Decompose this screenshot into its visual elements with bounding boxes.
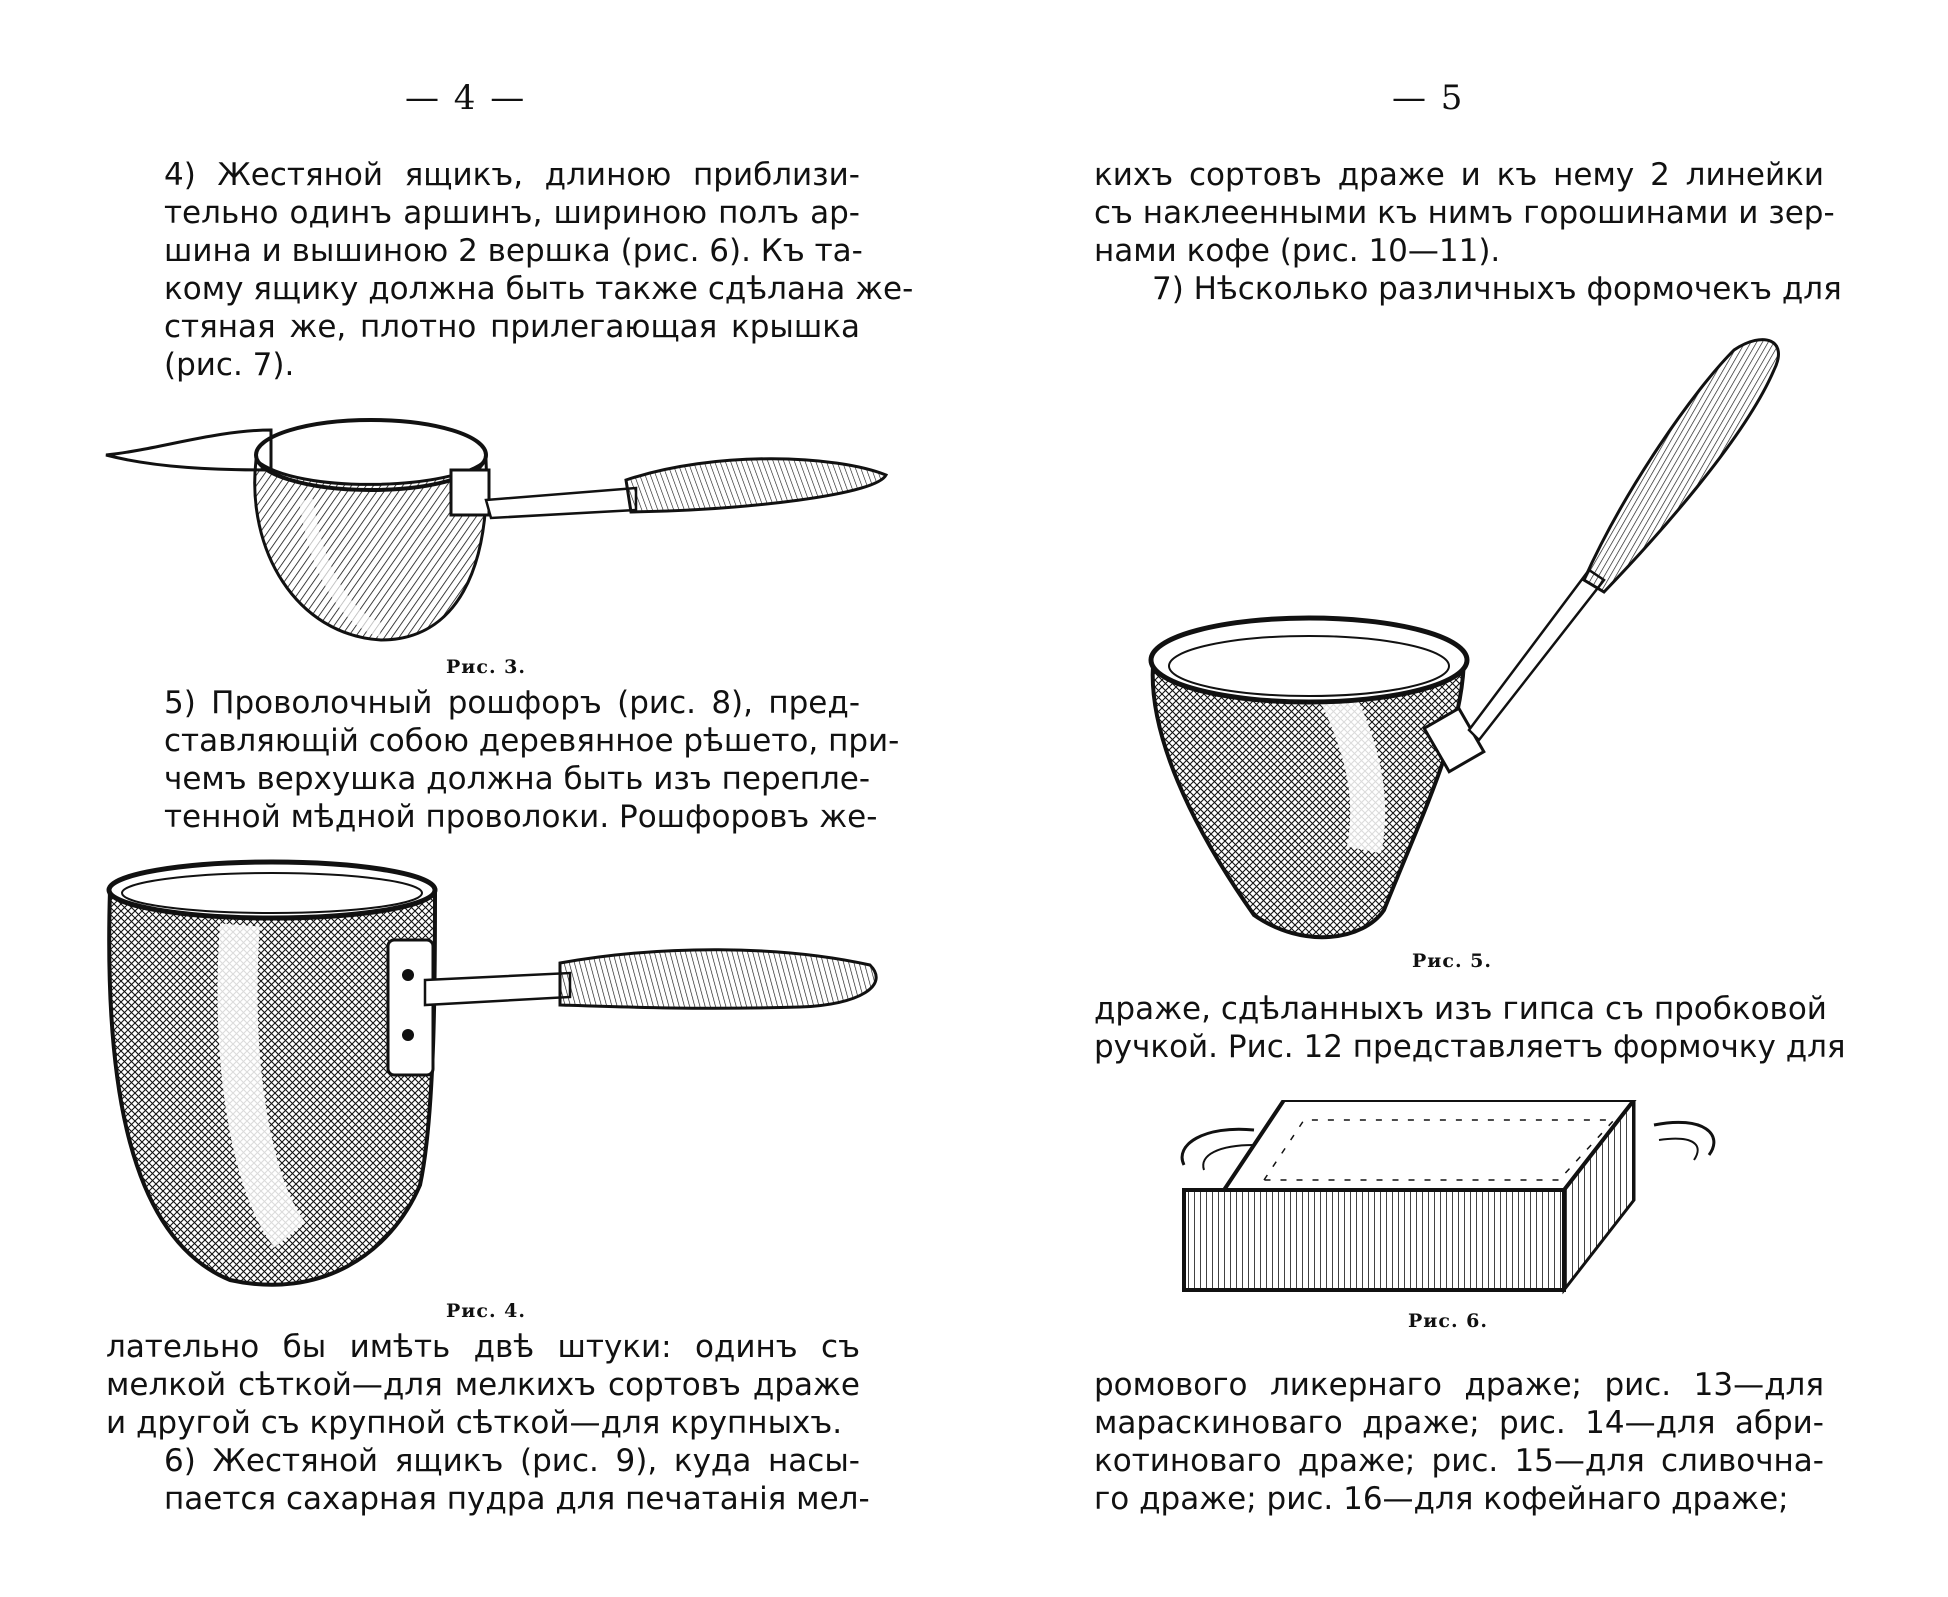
text-line: го драже; рис. 16—для кофейнаго драже; [1094, 1481, 1789, 1517]
paragraph-5-continued [106, 1328, 860, 1442]
text-line: ромового ликернаго драже; рис. 13—для [1094, 1367, 1824, 1403]
paragraph-6 [106, 1442, 870, 1518]
text-line: (рис. 7). [164, 347, 295, 383]
figure-4-caption: Рис. 4. [446, 1300, 527, 1322]
page-number-right: — 5 [1392, 78, 1465, 118]
text-line: котиноваго драже; рис. 15—для сливочна- [1094, 1443, 1824, 1479]
paragraph-7-end [1094, 1366, 1824, 1518]
page-number-left: — 4 — [405, 78, 527, 118]
text-line: 6) Жестяной ящикъ (рис. 9), куда насы- [164, 1443, 860, 1479]
paragraph-6-continued [1094, 156, 1835, 270]
figure-5-caption: Рис. 5. [1412, 950, 1493, 972]
figure-6-tin-box [1164, 1100, 1744, 1300]
text-line: тенной мѣдной проволоки. Рошфоровъ же- [164, 799, 878, 835]
text-line: ставляющій собою деревянное рѣшето, при- [164, 723, 900, 759]
right-page [974, 0, 1948, 1597]
paragraph-7 [1094, 270, 1842, 308]
text-line: 7) Нѣсколько различныхъ формочекъ для [1152, 271, 1842, 307]
text-line: шина и вышиною 2 вершка (рис. 6). Къ та- [164, 233, 863, 269]
text-line: 4) Жестяной ящикъ, длиною приблизи- [164, 157, 860, 193]
text-line: мелкой сѣткой—для мелкихъ сортовъ драже [106, 1367, 860, 1403]
text-line: нами кофе (рис. 10—11). [1094, 233, 1501, 269]
paragraph-4 [106, 156, 914, 384]
figure-6-caption: Рис. 6. [1408, 1310, 1489, 1332]
paragraph-5 [106, 684, 900, 836]
text-line: драже, сдѣланныхъ изъ гипса съ пробковой [1094, 991, 1827, 1027]
text-line: 5) Проволочный рошфоръ (рис. 8), пред- [164, 685, 860, 721]
figure-3-caption: Рис. 3. [446, 656, 527, 678]
figure-5-cone-pan [1134, 330, 1814, 950]
figure-4-wire-rochfort [100, 855, 890, 1295]
text-line: чемъ верхушка должна быть изъ перепле- [164, 761, 871, 797]
text-line: лательно бы имѣть двѣ штуки: одинъ съ [106, 1329, 860, 1365]
text-line: мараскиноваго драже; рис. 14—для абри- [1094, 1405, 1824, 1441]
text-line: пается сахарная пудра для печатанія мел- [164, 1481, 870, 1517]
text-line: кому ящику должна быть также сдѣлана же- [164, 271, 914, 307]
text-line: стяная же, плотно прилегающая крышка [164, 309, 860, 345]
text-line: кихъ сортовъ драже и къ нему 2 линейки [1094, 157, 1824, 193]
text-line: ручкой. Рис. 12 представляетъ формочку для [1094, 1029, 1846, 1065]
text-line: и другой съ крупной сѣткой—для крупныхъ. [106, 1405, 843, 1441]
paragraph-7-continued [1094, 990, 1846, 1066]
figure-3-pan-with-spout [96, 400, 896, 650]
text-line: тельно одинъ аршинъ, шириною полъ ар- [164, 195, 860, 231]
text-line: съ наклеенными къ нимъ горошинами и зер- [1094, 195, 1835, 231]
